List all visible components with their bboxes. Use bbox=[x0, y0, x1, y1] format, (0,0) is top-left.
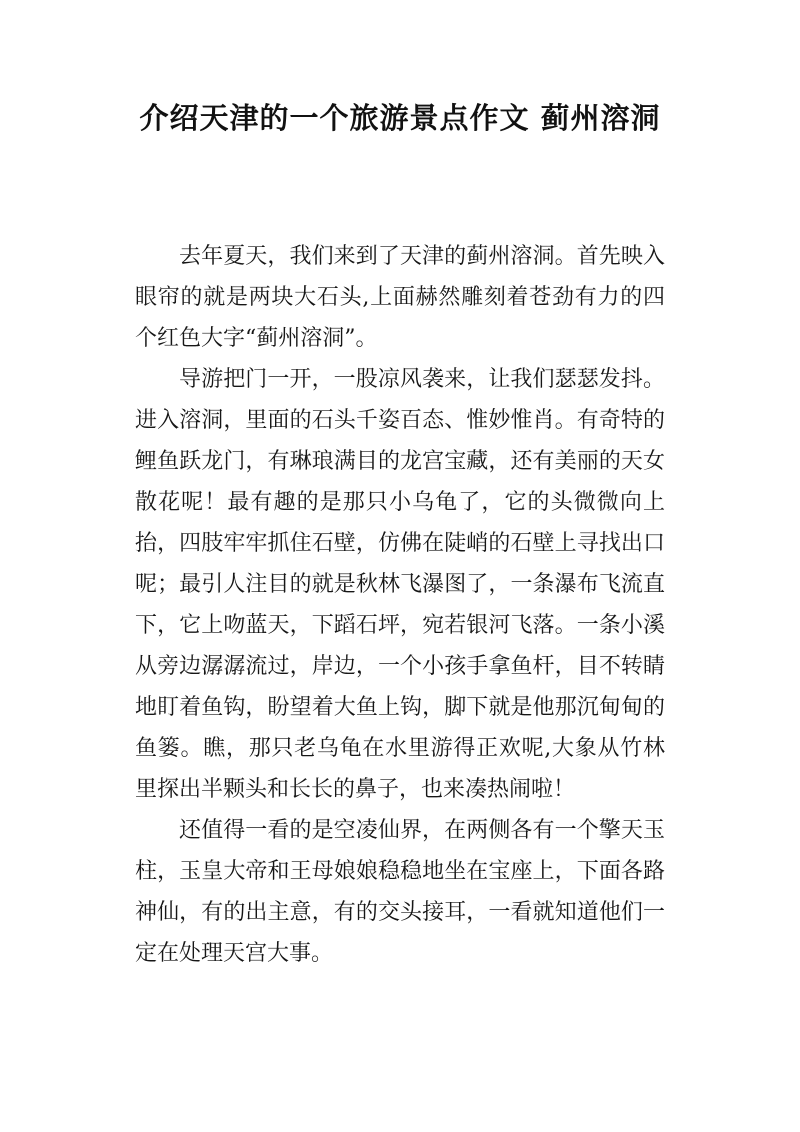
paragraph-3: 还值得一看的是空凌仙界，在两侧各有一个擎天玉柱，玉皇大帝和王母娘娘稳稳地坐在宝座上，下面各路神仙，有的出主意，有的交头接耳，一看就知道他们一定在处理天宫大事。 bbox=[135, 818, 665, 966]
document-body bbox=[135, 236, 665, 974]
paragraph-1: 去年夏天，我们来到了天津的蓟州溶洞。首先映入眼帘的就是两块大石头,上面赫然雕刻着苍劲有力的四个红色大字“蓟州溶洞”。 bbox=[135, 244, 665, 351]
paragraph-2: 导游把门一开，一股凉风袭来，让我们瑟瑟发抖。进入溶洞，里面的石头千姿百态、惟妙惟肖。有奇特的鲤鱼跃龙门，有琳琅满目的龙宫宝藏，还有美丽的天女散花呢！最有趣的是那只小乌龟了，它的头微微向上抬，四肢牢牢抓住石壁，仿佛在陡峭的石壁上寻找出口呢；最引人注目的就是秋林飞瀑图了，一条瀑布飞流直下，它上吻蓝天，下蹈石坪，宛若银河飞落。一条小溪从旁边潺潺流过，岸边，一个小孩手拿鱼杆，目不转睛地盯着鱼钩，盼望着大鱼上钩，脚下就是他那沉甸甸的鱼篓。瞧，那只老乌龟在水里游得正欢呢,大象从竹林里探出半颗头和长长的鼻子，也来凑热闹啦！ bbox=[135, 367, 665, 802]
document-title: 介绍天津的一个旅游景点作文 蓟州溶洞 bbox=[139, 101, 661, 135]
